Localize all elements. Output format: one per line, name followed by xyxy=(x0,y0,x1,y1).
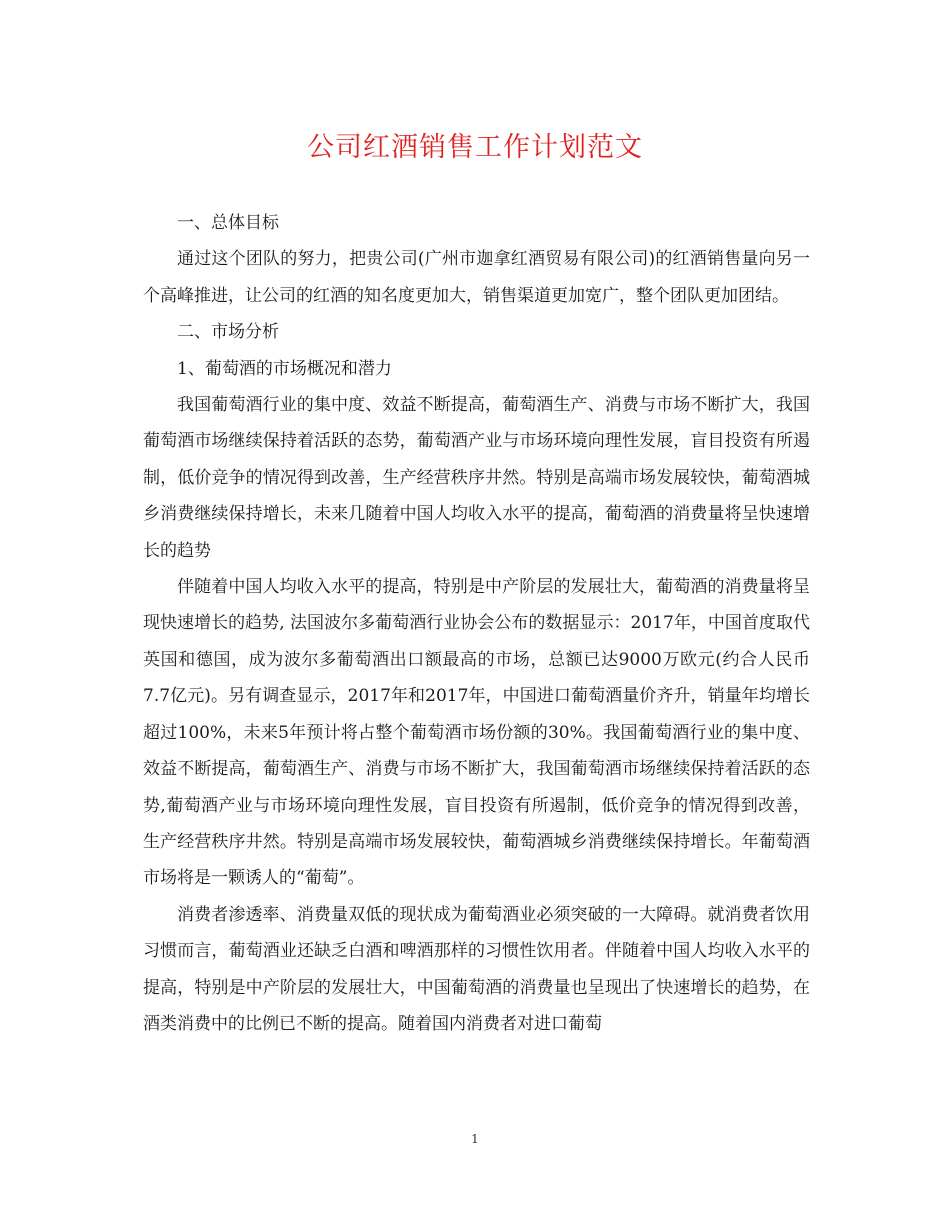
heading-market-analysis: 二、市场分析 xyxy=(177,322,279,343)
paragraph-overall-goal: 通过这个团队的努力，把贵公司(广州市迦拿红酒贸易有限公司)的红酒销售量向另一个高峰推进，让公司的红酒的知名度更加大，销售渠道更加宽广，整个团队更加团结。 xyxy=(143,249,810,306)
paragraph-market-overview: 我国葡萄酒行业的集中度、效益不断提高，葡萄酒生产、消费与市场不断扩大，我国葡萄酒市场继续保持着活跃的态势，葡萄酒产业与市场环境向理性发展，盲目投资有所遏制，低价竞争的情况得到改善，生产经营秩序井然。特别是高端市场发展较快，葡萄酒城乡消费继续保持增长，未来几随着中国人均收入水平的提高，葡萄酒的消费量将呈快速增长的趋势 xyxy=(143,395,810,561)
paragraph-income-growth: 伴随着中国人均收入水平的提高，特别是中产阶层的发展壮大，葡萄酒的消费量将呈现快速增长的趋势, 法国波尔多葡萄酒行业协会公布的数据显示：2017年，中国首度取代英国和德国，成为波尔多葡萄酒出口额最高的市场，总额已达9000万欧元(约合人民币7.7亿元)。另有调查显示，2017年和2017年，中国进口葡萄酒量价齐升，销量年均增长超过100%，未来5年预计将占整个葡萄酒市场份额的30%。我国葡萄酒行业的集中度、效益不断提高，葡萄酒生产、消费与市场不断扩大，我国葡萄酒市场继续保持着活跃的态势,葡萄酒产业与市场环境向理性发展，盲目投资有所遏制，低价竞争的情况得到改善，生产经营秩序井然。特别是高端市场发展较快，葡萄酒城乡消费继续保持增长。年葡萄酒市场将是一颗诱人的“葡萄”。 xyxy=(143,577,810,889)
paragraph-consumer-penetration: 消费者渗透率、消费量双低的现状成为葡萄酒业必须突破的一大障碍。就消费者饮用习惯而言，葡萄酒业还缺乏白酒和啤酒那样的习惯性饮用者。伴随着中国人均收入水平的提高，特别是中产阶层的发展壮大，中国葡萄酒的消费量也呈现出了快速增长的趋势，在酒类消费中的比例已不断的提高。随着国内消费者对进口葡萄 xyxy=(143,904,810,1034)
document-title: 公司红酒销售工作计划范文 xyxy=(307,132,643,163)
page-number: 1 xyxy=(471,1132,479,1146)
subheading-market-overview: 1、葡萄酒的市场概况和潜力 xyxy=(177,358,392,379)
heading-overall-goal: 一、总体目标 xyxy=(177,213,279,233)
document-body xyxy=(143,205,810,1042)
